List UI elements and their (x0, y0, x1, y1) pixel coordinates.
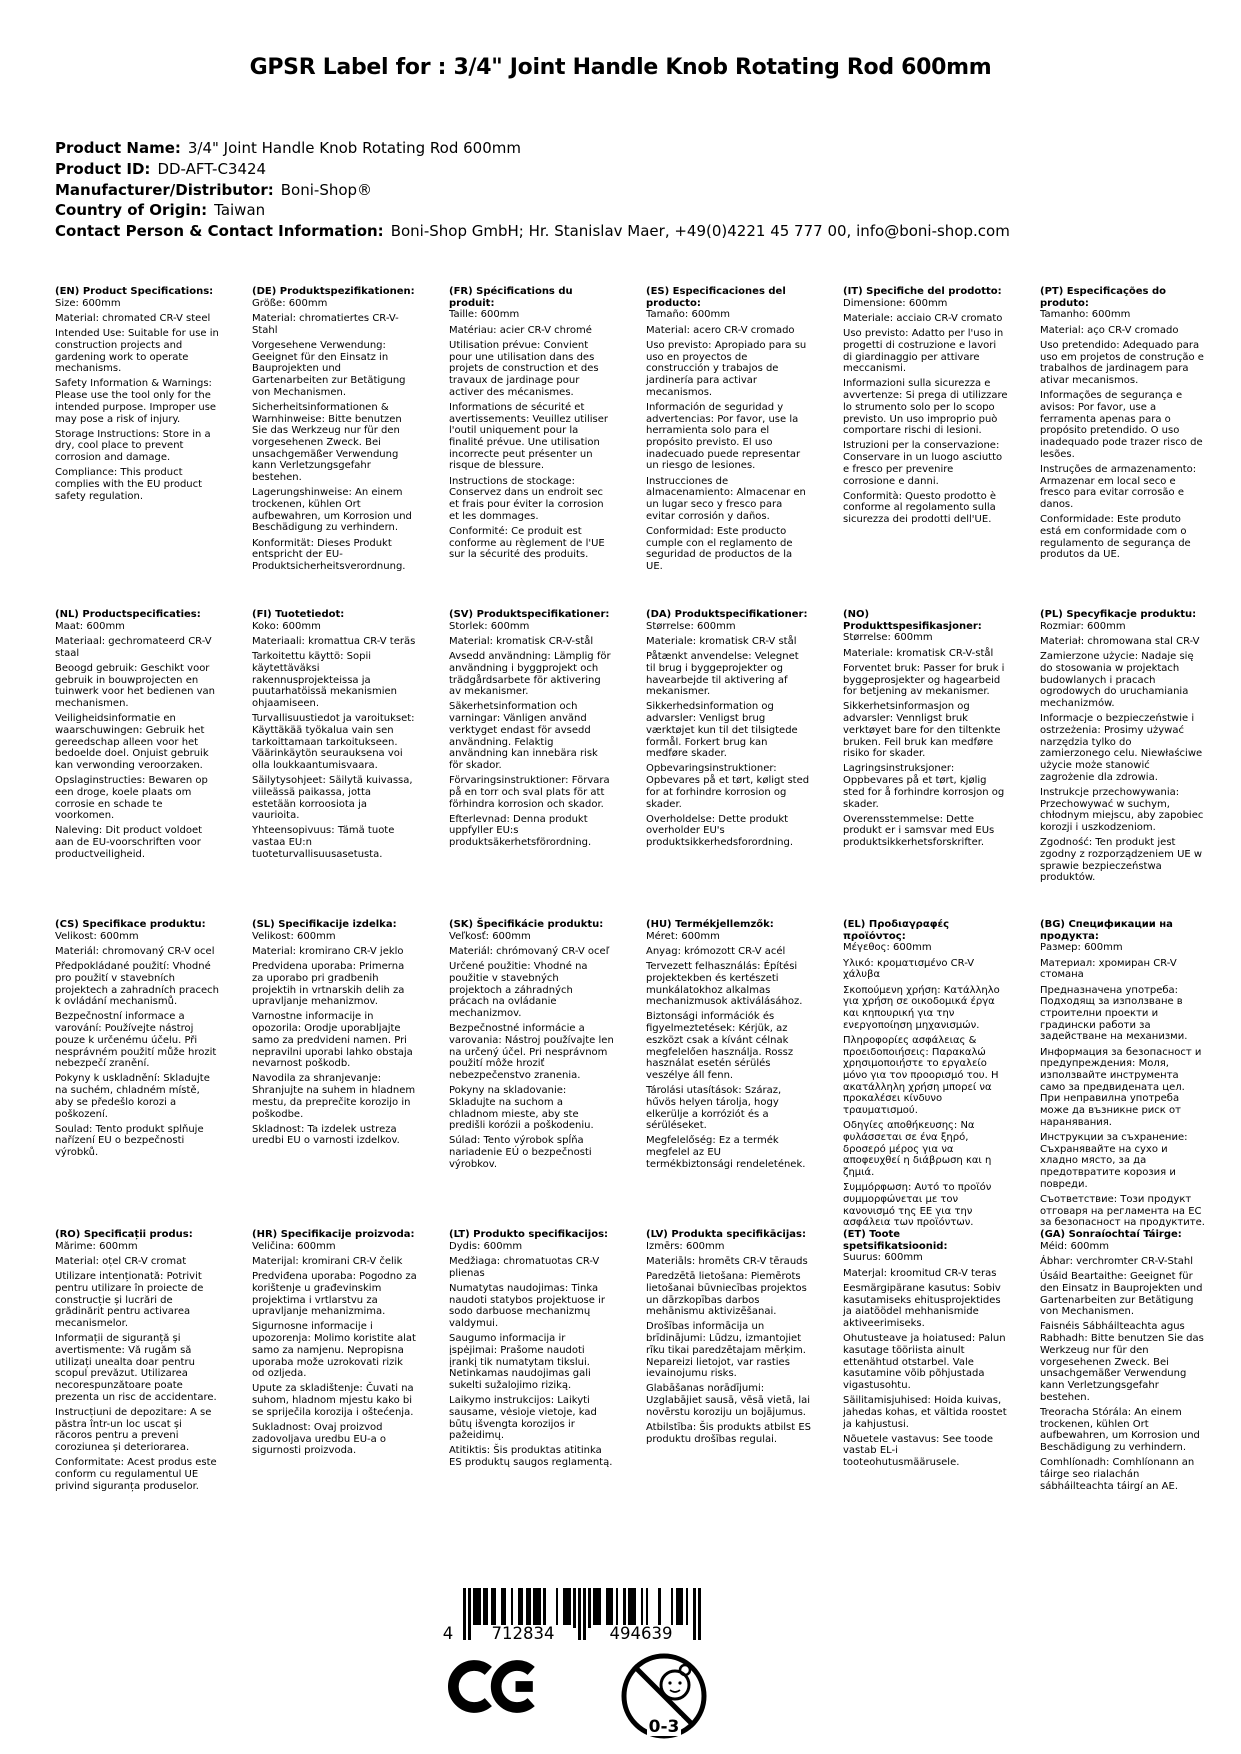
spec-column-es (646, 286, 811, 609)
spec-paragraph: Méid: 600mm (1040, 1240, 1110, 1252)
spec-paragraph: Material: oțel CR-V cromat (55, 1255, 187, 1267)
product-info-block (55, 138, 1181, 242)
spec-paragraph: Eesmärgipärane kasutus: Sobiv kasutamiseks ehitusprojektides ja aiatöödel mehhanismide aktiveerimiseks. (843, 1282, 1001, 1329)
spec-paragraph: Varnostne informacije in opozorila: Orodje uporabljajte samo za predvideni namen. Pri nepravilni uporabi lahko obstaja nevarnost poškodb. (252, 1011, 413, 1070)
spec-paragraph: Uso previsto: Apropiado para su uso en proyectos de construcción y trabajos de jardinería para activar mecanismos. (646, 339, 807, 398)
manufacturer-line (55, 180, 1181, 201)
spec-heading: (RO) Specificații produs: (55, 1229, 193, 1240)
spec-column-et (843, 1229, 1008, 1496)
spec-paragraph: Izmērs: 600mm (646, 1240, 725, 1252)
spec-paragraph: Předpokládané použití: Vhodné pro použití v stavebních projektech a zahradních pracech k ovládání mechanismů. (55, 961, 219, 1008)
spec-paragraph: Predviđena uporaba: Pogodno za korištenje u građevinskim projektima i vrtlarstvu za upravljanje mehanizmima. (252, 1271, 417, 1318)
spec-paragraph: Materijal: kromirani CR-V čelik (252, 1255, 403, 1267)
barcode-bar (641, 1588, 644, 1628)
spec-paragraph: Säkerhetsinformation och varningar: Vänligen använd verktyget endast för avsedd användning. Felaktig användning kan innebära risk för skador. (449, 701, 598, 771)
barcode-bar (521, 1588, 524, 1628)
barcode-right-digits: 494639 (591, 1625, 691, 1642)
spec-paragraph: Suurus: 600mm (843, 1252, 923, 1264)
spec-paragraph: Размер: 600mm (1040, 942, 1123, 954)
spec-column-ro (55, 1229, 220, 1496)
spec-paragraph: Uso pretendido: Adequado para uso em projetos de construção e trabalhos de jardinagem para ativar mecanismos. (1040, 339, 1204, 386)
spec-paragraph: Soulad: Tento produkt splňuje nařízení EU o bezpečnosti výrobků. (55, 1123, 204, 1159)
spec-paragraph: Treoracha Stórála: An einem trockenen, kühlen Ort aufbewahren, um Korrosion und Beschädigung zu verhindern. (1040, 1406, 1200, 1453)
spec-paragraph: Storage Instructions: Store in a dry, cool place to prevent corrosion and damage. (55, 428, 211, 464)
spec-heading: (ET) Toote spetsifikatsioonid: (843, 1229, 948, 1252)
spec-column-pl (1040, 609, 1205, 919)
spec-paragraph: Zgodność: Ten produkt jest zgodny z rozporządzeniem UE w sprawie bezpieczeństwa produktów. (1040, 837, 1203, 884)
spec-paragraph: Material: chromatiertes CR-V-Stahl (252, 312, 399, 336)
spec-paragraph: Instructions de stockage: Conservez dans un endroit sec et frais pour éviter la corrosion et les dommages. (449, 475, 604, 522)
spec-heading: (PL) Specyfikacje produktu: (1040, 609, 1197, 620)
spec-paragraph: Säilitamisjuhised: Hoida kuivas, jahedas kohas, et vältida roostet ja kahjustusi. (843, 1395, 1007, 1430)
barcode-bar (686, 1588, 689, 1628)
spec-heading: (SK) Špecifikácie produktu: (449, 919, 604, 930)
spec-column-el (843, 919, 1008, 1229)
spec-column-de (252, 286, 417, 609)
spec-paragraph: Efterlevnad: Denna produkt uppfyller EU:s produktsäkerhetsförordning. (449, 813, 592, 849)
spec-paragraph: Comhlíonadh: Comhlíonann an táirge seo rialachán sábháilteachta táirgí an AE. (1040, 1457, 1195, 1492)
spec-heading: (LT) Produkto specifikacijos: (449, 1229, 609, 1240)
barcode-bar (568, 1588, 571, 1628)
spec-paragraph: Materiál: chrómovaný CR-V oceľ (449, 945, 610, 957)
barcode-bar (468, 1588, 471, 1640)
spec-heading: (IT) Specifiche del prodotto: (843, 286, 1002, 297)
barcode-bar (623, 1588, 626, 1628)
barcode-bar (616, 1588, 619, 1628)
spec-paragraph: Υλικό: κροματισμένο CR-V χάλυβα (843, 957, 975, 981)
spec-paragraph: Material: kromirano CR-V jeklo (252, 945, 404, 957)
spec-paragraph: Sicherheitsinformationen & Warnhinweise: Bitte benutzen Sie das Werkzeug nur für den vorgesehenen Zweck. Bei unsachgemäßer Verwendung kann Verletzungsgefahr bestehen. (252, 401, 402, 484)
spec-paragraph: Safety Information & Warnings: Please use the tool only for the intended purpose. Improper use may pose a risk of injury. (55, 378, 217, 425)
spec-paragraph: Instruções de armazenamento: Armazenar em local seco e fresco para evitar corrosão e danos. (1040, 463, 1197, 510)
spec-paragraph: Tarkoitettu käyttö: Sopii käytettäväksi rakennusprojekteissa ja puutarhatöissä mekanismien ohjaamiseen. (252, 651, 397, 709)
spec-paragraph: Maat: 600mm (55, 620, 125, 632)
spec-paragraph: Материал: хромиран CR-V стомана (1040, 957, 1177, 981)
barcode-bar (698, 1588, 701, 1640)
spec-paragraph: Tárolási utasítások: Száraz, hűvös helyen tárolja, hogy elkerülje a korróziót és a sérüléseket. (646, 1085, 782, 1132)
barcode-bar (633, 1588, 636, 1628)
spec-paragraph: Størrelse: 600mm (646, 620, 736, 632)
spec-paragraph: Mărime: 600mm (55, 1240, 138, 1252)
manufacturer-value: Boni-Shop® (280, 180, 373, 199)
spec-column-sl (252, 919, 417, 1229)
spec-paragraph: Dydis: 600mm (449, 1240, 523, 1252)
spec-paragraph: Sikkerhedsinformation og advarsler: Venligst brug værktøjet kun til det tilsigtede formål. Forkert brug kan medføre skader. (646, 701, 798, 760)
spec-paragraph: Yhteensopivuus: Tämä tuote vastaa EU:n tuoteturvallisuusasetusta. (252, 825, 395, 860)
spec-paragraph: Sikkerhetsinformasjon og advarsler: Vennligst bruk verktøyet bare for den tiltenkte bruken. Feil bruk kan medføre risiko for skader. (843, 701, 1001, 760)
spec-paragraph: Informacje o bezpieczeństwie i ostrzeżenia: Prosimy używać narzędzia tylko do zamierzonego celu. Niewłaściwe użycie może stanowić zagrożenie dla zdrowia. (1040, 713, 1203, 783)
spec-paragraph: Materiaali: kromattua CR-V teräs (252, 635, 416, 647)
spec-paragraph: Utilisation prévue: Convient pour une utilisation dans des projets de construction et des travaux de jardinage pour activer des mécanismes. (449, 339, 599, 398)
spec-heading: (CS) Specifikace produktu: (55, 919, 206, 930)
product-name-label: Product Name: (55, 139, 181, 157)
spec-heading: (DE) Produktspezifikationen: (252, 286, 415, 297)
spec-paragraph: Предназначена употреба: Подходящ за използване в строителни проекти и градински работи за задействане на механизми. (1040, 984, 1188, 1043)
spec-paragraph: Instrucciones de almacenamiento: Almacenar en un lugar seco y fresco para evitar corrosión y daños. (646, 475, 806, 522)
spec-heading: (SV) Produktspecifikationer: (449, 609, 610, 620)
spec-paragraph: Navodila za shranjevanje: Shranjujte na suhem in hladnem mestu, da preprečite korozijo in poškodbe. (252, 1073, 416, 1120)
barcode-bar (658, 1588, 661, 1628)
spec-column-fr (449, 286, 614, 609)
ce-mark-icon (448, 1660, 560, 1713)
spec-paragraph: Paredzētā lietošana: Piemērots lietošanai būvniecības projektos un dārzkopības darbos mehānismu aktivizēšanai. (646, 1271, 807, 1318)
spec-paragraph: Anyag: krómozott CR-V acél (646, 945, 786, 957)
spec-paragraph: Materjal: kroomitud CR-V teras (843, 1267, 997, 1279)
barcode-bar (611, 1588, 614, 1628)
spec-heading: (GA) Sonraíochtaí Táirge: (1040, 1229, 1182, 1240)
spec-paragraph: Veľkosť: 600mm (449, 930, 531, 942)
spec-paragraph: Pokyny k uskladnění: Skladujte na suchém, chladném místě, aby se předešlo korozi a poškození. (55, 1073, 210, 1120)
product-name-line (55, 138, 1181, 159)
spec-paragraph: Matériau: acier CR-V chromé (449, 324, 592, 336)
spec-heading: (PT) Especificações do produto: (1040, 286, 1166, 309)
barcode-bar (493, 1588, 496, 1628)
spec-paragraph: Informazioni sulla sicurezza e avvertenze: Si prega di utilizzare lo strumento solo per lo scopo previsto. Un uso improprio può comportare rischi di lesioni. (843, 378, 1008, 437)
spec-paragraph: Forventet bruk: Passer for bruk i byggeprosjekter og hagearbeid for betjening av mekanismer. (843, 662, 1005, 698)
spec-paragraph: Ábhar: verchromter CR-V-Stahl (1040, 1255, 1193, 1267)
spec-paragraph: Turvallisuustiedot ja varoitukset: Käyttäkää työkalua vain sen tarkoittamaan tarkoitukseen. Väärinkäytön seurauksena voi olla loukkaantumisvaara. (252, 713, 415, 771)
spec-paragraph: Megfelelőség: Ez a termék megfelel az EU termékbiztonsági rendeletének. (646, 1135, 806, 1170)
spec-paragraph: Faisnéis Sábháilteachta agus Rabhadh: Bitte benutzen Sie das Werkzeug nur für den vorgesehenen Zweck. Bei unsachgemäßer Verwendung kann Verletzungsgefahr bestehen. (1040, 1321, 1204, 1403)
spec-paragraph: Tamaño: 600mm (646, 309, 731, 321)
spec-column-bg (1040, 919, 1205, 1229)
spec-heading: (BG) Спецификации на продукта: (1040, 919, 1173, 942)
spec-paragraph: Informações de segurança e avisos: Por favor, use a ferramenta apenas para o propósito pretendido. O uso inadequado pode trazer risco de lesões. (1040, 390, 1203, 460)
spec-paragraph: Drošības informācija un brīdinājumi: Lūdzu, izmantojiet rīku tikai paredzētajam mērķim. Nepareizi lietojot, var rasties ievainojumu risks. (646, 1321, 806, 1380)
spec-paragraph: Materiāls: hromēts CR-V tērauds (646, 1255, 808, 1267)
spec-paragraph: Utilizare intenționată: Potrivit pentru utilizare în proiecte de construcție și lucrări de grădinărit pentru activarea mecanismelor. (55, 1271, 204, 1329)
spec-paragraph: Veiligheidsinformatie en waarschuwingen: Gebruik het gereedschap alleen voor het bedoelde doel. Onjuist gebruik kan verwonding veroorzaken. (55, 713, 209, 771)
spec-column-sk (449, 919, 614, 1229)
country-of-origin-line (55, 200, 1181, 221)
barcode-bar (578, 1588, 581, 1640)
barcode-bar (583, 1588, 586, 1640)
spec-paragraph: Laikymo instrukcijos: Laikyti sausame, vėsioje vietoje, kad būtų išvengta korozijos ir pažeidimų. (449, 1395, 597, 1442)
spec-paragraph: Conformità: Questo prodotto è conforme al regolamento sulla sicurezza dei prodotti dell'UE. (843, 490, 997, 526)
barcode-bar (671, 1588, 674, 1628)
spec-paragraph: Nõuetele vastavus: See toode vastab EL-i tooteohutusmäärusele. (843, 1433, 994, 1469)
spec-paragraph: Información de seguridad y advertencias: Por favor, use la herramienta solo para el propósito previsto. El uso inadecuado puede representar un riesgo de lesiones. (646, 401, 801, 472)
spec-paragraph: Informations de sécurité et avertissements: Veuillez utiliser l'outil uniquement pour la finalité prévue. Une utilisation incorrecte peut présenter un risque de blessure. (449, 401, 609, 472)
age-warning-0-3-icon (618, 1650, 710, 1742)
spec-paragraph: Konformität: Dieses Produkt entspricht der EU-Produktsicherheitsverordnung. (252, 537, 406, 572)
spec-paragraph: Storlek: 600mm (449, 620, 530, 632)
spec-paragraph: Avsedd användning: Lämplig för användning i byggprojekt och trädgårdsarbete för aktivering av mekanismer. (449, 651, 611, 698)
barcode-bar (538, 1588, 541, 1628)
spec-paragraph: Οδηγίες αποθήκευσης: Να φυλάσσεται σε ένα ξηρό, δροσερό μέρος για να αποφευχθεί η διάβρωση και η ζημιά. (843, 1120, 992, 1179)
spec-heading: (DA) Produktspecifikationer: (646, 609, 808, 620)
barcode-bar (463, 1588, 466, 1640)
spec-paragraph: Skladnost: Ta izdelek ustreza uredbi EU o varnosti izdelkov. (252, 1123, 400, 1147)
spec-paragraph: Bezpečnostní informace a varování: Používejte nástroj pouze k určenému účelu. Při nesprávném použití může hrozit nebezpečí zranění. (55, 1011, 217, 1070)
spec-paragraph: Sukladnost: Ovaj proizvod zadovoljava uredbu EU-a o sigurnosti proizvoda. (252, 1422, 387, 1457)
spec-paragraph: Biztonsági információk és figyelmeztetések: Kérjük, az eszközt csak a kívánt célnak megfelelően használja. Rossz használat esetén sérülés veszélye áll fenn. (646, 1011, 794, 1081)
spec-paragraph: Ohutusteave ja hoiatused: Palun kasutage tööriista ainult ettenähtud otstarbel. Vale kasutamine võib põhjustada vigastusohtu. (843, 1333, 1006, 1391)
spec-paragraph: Informații de siguranță și avertismente: Vă rugăm să utilizați unealta doar pentru scopul prevăzut. Utilizarea necorespunzătoare poate prezenta un risc de accidentare. (55, 1333, 217, 1403)
spec-paragraph: Conformité: Ce produit est conforme au règlement de l'UE sur la sécurité des produits. (449, 525, 605, 561)
spec-paragraph: Compliance: This product complies with the EU product safety regulation. (55, 467, 203, 502)
spec-paragraph: Úsáid Beartaithe: Geeignet für den Einsatz in Bauprojekten und Gartenarbeiten zur Betätigung von Mechanismen. (1040, 1271, 1203, 1318)
spec-paragraph: Beoogd gebruik: Geschikt voor gebruik in bouwprojecten en tuinwerk voor het bedienen van mechanismen. (55, 662, 215, 709)
spec-paragraph: Instrukcje przechowywania: Przechowywać w suchym, chłodnym miejscu, aby zapobiec korozji i uszkodzeniom. (1040, 786, 1204, 833)
spec-heading: (EL) Προδιαγραφές προϊόντος: (843, 919, 950, 942)
barcode-bar (511, 1588, 514, 1628)
barcode-bar (693, 1588, 696, 1640)
spec-paragraph: Opslaginstructies: Bewaren op een droge, koele plaats om corrosie en schade te voorkomen. (55, 775, 208, 822)
manufacturer-label: Manufacturer/Distributor: (55, 180, 274, 199)
spec-paragraph: Glabāšanas norādījumi: Uzglabājiet sausā, vēsā vietā, lai novērstu koroziju un bojājumus. (646, 1383, 811, 1418)
spec-paragraph: Pokyny na skladovanie: Skladujte na suchom a chladnom mieste, aby ste predišli korózii a poškodeniu. (449, 1085, 594, 1132)
spec-paragraph: Opbevaringsinstruktioner: Opbevares på et tørt, køligt sted for at forhindre korrosion og skader. (646, 763, 810, 810)
spec-paragraph: Atbilstība: Šis produkts atbilst ES produktu drošības regulai. (646, 1422, 812, 1445)
contact-value: Boni-Shop GmbH; Hr. Stanislav Maer, +49(0)4221 45 777 00, info@boni-shop.com (390, 222, 1010, 241)
spec-paragraph: Upute za skladištenje: Čuvati na suhom, hladnom mjestu kako bi se spriječila korozija i oštećenja. (252, 1383, 414, 1418)
spec-paragraph: Material: kromatisk CR-V-stål (449, 635, 594, 647)
spec-heading: (FI) Tuotetiedot: (252, 609, 345, 620)
spec-paragraph: Materiale: acciaio CR-V cromato (843, 312, 1003, 324)
spec-column-hr (252, 1229, 417, 1496)
spec-heading: (LV) Produkta specifikācijas: (646, 1229, 806, 1240)
spec-paragraph: Инструкции за съхранение: Съхранявайте на сухо и хладно място, за да предотвратите корозия и повреди. (1040, 1131, 1188, 1190)
spec-paragraph: Určené použitie: Vhodné na použitie v stavebných projektoch a záhradných prácach na ovládanie mechanizmov. (449, 961, 588, 1019)
spec-paragraph: Förvaringsinstruktioner: Förvara på en torr och sval plats för att förhindra korrosion och skador. (449, 775, 610, 810)
spec-column-sv (449, 609, 614, 919)
spec-paragraph: Tervezett felhasználás: Építési projektekben és kertészeti munkálatokhoz alkalmas mechanizmusok aktiválásához. (646, 961, 803, 1008)
spec-paragraph: Materiale: kromatisk CR-V-stål (843, 647, 994, 659)
spec-paragraph: Méret: 600mm (646, 930, 720, 942)
spec-column-en (55, 286, 220, 609)
spec-paragraph: Σκοπούμενη χρήση: Κατάλληλο για χρήση σε οικοδομικά έργα και κηπουρική για την ενεργοποίηση μηχανισμών. (843, 984, 1000, 1031)
spec-paragraph: Lagringsinstruksjoner: Oppbevares på et tørt, kjølig sted for å forhindre korrosjon og skader. (843, 763, 1005, 810)
spec-paragraph: Atitiktis: Šis produktas atitinka ES produktų saugos reglamentą. (449, 1445, 613, 1469)
spec-paragraph: Πληροφορίες ασφάλειας & προειδοποιήσεις: Παρακαλώ χρησιμοποιήστε το εργαλείο μόνο για τον προορισμό του. Η ακατάλληλη χρήση μπορεί να προκαλέσει κίνδυνο τραυματισμού. (843, 1034, 999, 1117)
spec-grid (55, 286, 1205, 1496)
product-id-value: DD-AFT-C3424 (157, 159, 267, 178)
spec-paragraph: Conformitate: Acest produs este conform cu regulamentul UE privind siguranța produselor. (55, 1457, 217, 1492)
barcode-bar (486, 1588, 489, 1628)
spec-paragraph: Intended Use: Suitable for use in construction projects and gardening work to operate mechanisms. (55, 328, 219, 375)
barcode-bar (646, 1588, 649, 1628)
spec-heading: (HR) Specifikacije proizvoda: (252, 1229, 415, 1240)
spec-column-ga (1040, 1229, 1205, 1496)
barcode-bar (573, 1588, 576, 1628)
spec-paragraph: Zamierzone użycie: Nadaje się do stosowania w projektach budowlanych i pracach ogrodowych do uruchamiania mechanizmów. (1040, 651, 1194, 709)
spec-heading: (HU) Termékjellemzők: (646, 919, 774, 930)
spec-paragraph: Overholdelse: Dette produkt overholder EU's produktsikkerhedsforordning. (646, 813, 794, 849)
spec-paragraph: Naleving: Dit product voldoet aan de EU-voorschriften voor productveiligheid. (55, 825, 203, 860)
spec-paragraph: Информация за безопасност и предупреждения: Моля, използвайте инструмента само за предвидената цел. При неправилна употреба може да възникне риск от наранявания. (1040, 1046, 1202, 1128)
spec-column-fi (252, 609, 417, 919)
spec-paragraph: Conformidad: Este producto cumple con el reglamento de seguridad de productos de la UE. (646, 525, 793, 572)
barcode-bar (556, 1588, 559, 1628)
spec-paragraph: Material: chromated CR-V steel (55, 312, 211, 324)
spec-paragraph: Taille: 600mm (449, 309, 520, 321)
contact-label: Contact Person & Contact Information: (55, 222, 384, 241)
barcode-left-digits: 712834 (473, 1625, 573, 1642)
spec-paragraph: Tamanho: 600mm (1040, 309, 1131, 321)
spec-paragraph: Saugumo informacija ir įspėjimai: Prašome naudoti įrankį tik numatytam tikslui. Netinkamas naudojimas gali sukelti sužalojimo riziką. (449, 1333, 591, 1391)
spec-column-it (843, 286, 1008, 609)
spec-paragraph: Bezpečnostné informácie a varovania: Nástroj používajte len na určený účel. Pri nesprávnom použití môže hroziť nebezpečenstvo zranenia. (449, 1023, 614, 1081)
spec-heading: (NL) Productspecificaties: (55, 609, 201, 620)
barcode-bar (681, 1588, 684, 1628)
spec-paragraph: Påtænkt anvendelse: Velegnet til brug i byggeprojekter og havearbejde til aktivering af mekanismer. (646, 651, 799, 698)
spec-paragraph: Dimensione: 600mm (843, 297, 948, 309)
spec-paragraph: Conformidade: Este produto está em conformidade com o regulamento de segurança de produtos da UE. (1040, 514, 1191, 561)
spec-column-hu (646, 919, 811, 1229)
spec-paragraph: Vorgesehene Verwendung: Geeignet für den Einsatz in Bauprojekten und Gartenarbeiten zur Betätigung von Mechanismen. (252, 339, 406, 398)
spec-paragraph: Størrelse: 600mm (843, 632, 933, 644)
spec-paragraph: Size: 600mm (55, 297, 121, 309)
spec-paragraph: Velikost: 600mm (55, 930, 139, 942)
spec-paragraph: Rozmiar: 600mm (1040, 620, 1126, 632)
barcode-bar (503, 1588, 506, 1628)
spec-paragraph: Sigurnosne informacije i upozorenja: Molimo koristite alat samo za namjenu. Nepropisna uporaba može uzrokovati rizik od ozljeda. (252, 1321, 416, 1380)
spec-heading: (ES) Especificaciones del producto: (646, 286, 786, 309)
barcode-bar (478, 1588, 481, 1628)
spec-column-cs (55, 919, 220, 1229)
contact-line (55, 221, 1181, 242)
spec-paragraph: Μέγεθος: 600mm (843, 942, 932, 954)
country-of-origin-value: Taiwan (214, 201, 266, 220)
spec-heading: (EN) Product Specifications: (55, 286, 214, 297)
barcode-bar (543, 1588, 546, 1628)
spec-paragraph: Velikost: 600mm (252, 930, 336, 942)
page-title: GPSR Label for : 3/4" Joint Handle Knob Rotating Rod 600mm (249, 55, 992, 80)
barcode-bar (528, 1588, 531, 1628)
spec-heading: (SL) Specifikacije izdelka: (252, 919, 397, 930)
spec-paragraph: Overensstemmelse: Dette produkt er i samsvar med EUs produktsikkerhetsforskrifter. (843, 813, 995, 849)
spec-paragraph: Materiał: chromowana stal CR-V (1040, 635, 1200, 647)
spec-paragraph: Koko: 600mm (252, 620, 321, 632)
product-id-line (55, 159, 1181, 180)
spec-paragraph: Größe: 600mm (252, 297, 328, 309)
spec-column-lv (646, 1229, 811, 1496)
spec-heading: (FR) Spécifications du produit: (449, 286, 573, 309)
spec-paragraph: Съответствие: Този продукт отговаря на регламента на ЕС за безопасност на продуктите. (1040, 1193, 1205, 1229)
barcode-prefix-digit: 4 (439, 1625, 457, 1642)
spec-paragraph: Istruzioni per la conservazione: Conservare in un luogo asciutto e fresco per prevenire corrosione e danni. (843, 440, 1003, 487)
spec-column-da (646, 609, 811, 919)
spec-paragraph: Medžiaga: chromatuotas CR-V plienas (449, 1255, 600, 1279)
spec-paragraph: Material: aço CR-V cromado (1040, 324, 1179, 336)
spec-paragraph: Numatytas naudojimas: Tinka naudoti statybos projektuose ir sodo darbuose mechanizmų valdymui. (449, 1282, 605, 1329)
product-id-label: Product ID: (55, 159, 151, 178)
barcode-bar (588, 1588, 591, 1628)
spec-paragraph: Materiaal: gechromateerd CR-V staal (55, 635, 212, 659)
age-warning-label: 0-3 (648, 1717, 680, 1737)
country-of-origin-label: Country of Origin: (55, 201, 208, 220)
spec-paragraph: Veličina: 600mm (252, 1240, 336, 1252)
spec-heading: (NO) Produkttspesifikasjoner: (843, 609, 982, 632)
spec-column-no (843, 609, 1008, 919)
spec-paragraph: Predvidena uporaba: Primerna za uporabo pri gradbenih projektih in vrtnarskih delih za upravljanje mehanizmov. (252, 961, 405, 1008)
spec-paragraph: Materiál: chromovaný CR-V ocel (55, 945, 215, 957)
product-name-value: 3/4" Joint Handle Knob Rotating Rod 600mm (187, 139, 521, 157)
spec-paragraph: Materiale: kromatisk CR-V stål (646, 635, 797, 647)
ean13-barcode (442, 1588, 701, 1648)
spec-paragraph: Súlad: Tento výrobok spĺňa nariadenie EÚ o bezpečnosti výrobkov. (449, 1135, 592, 1170)
spec-paragraph: Συμμόρφωση: Αυτό το προϊόν συμμορφώνεται με τον κανονισμό της ΕΕ για την ασφάλεια των προϊόντων. (843, 1182, 992, 1229)
spec-column-nl (55, 609, 220, 919)
barcode-bar (598, 1588, 601, 1628)
spec-paragraph: Säilytysohjeet: Säilytä kuivassa, viileässä paikassa, jotta estetään korroosiota ja vaurioita. (252, 775, 413, 822)
spec-paragraph: Lagerungshinweise: An einem trockenen, kühlen Ort aufbewahren, um Korrosion und Beschädigung zu verhindern. (252, 487, 412, 534)
spec-paragraph: Material: acero CR-V cromado (646, 324, 795, 336)
spec-paragraph: Instrucțiuni de depozitare: A se păstra într-un loc uscat și răcoros pentru a preveni coroziunea și deteriorarea. (55, 1406, 212, 1453)
spec-column-lt (449, 1229, 614, 1496)
spec-column-pt (1040, 286, 1205, 609)
spec-paragraph: Uso previsto: Adatto per l'uso in progetti di costruzione e lavori di giardinaggio per attivare meccanismi. (843, 328, 1004, 375)
